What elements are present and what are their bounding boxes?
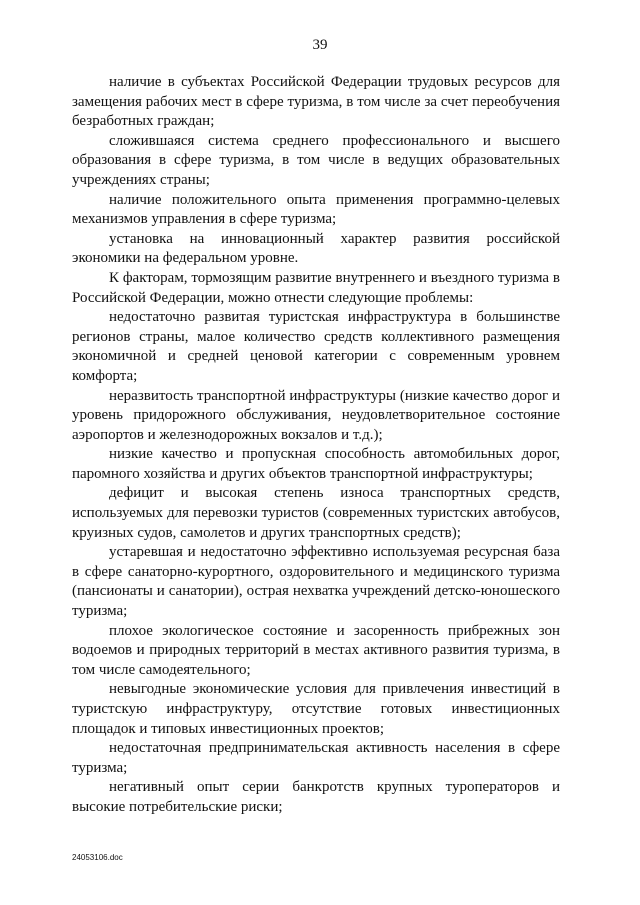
paragraph: негативный опыт серии банкротств крупных туроператоров и высокие потребительские риски; (72, 779, 560, 815)
page-number: 39 (312, 37, 328, 53)
paragraph: низкие качество и пропускная способность автомобильных дорог, паромного хозяйства и других объектов транспортной инфраструктуры; (72, 446, 560, 482)
paragraph: недостаточная предпринимательская активность населения в сфере туризма; (72, 740, 560, 776)
paragraph: плохое экологическое состояние и засоренность прибрежных зон водоемов и природных территорий в местах активного развития туризма, в том числе самодеятельного; (72, 622, 560, 678)
paragraph: К факторам, тормозящим развитие внутреннего и въездного туризма в Российской Федерации, можно отнести следующие проблемы: (72, 269, 560, 306)
paragraph: невыгодные экономические условия для привлечения инвестиций в туристскую инфраструктуру, отсутствие готовых инвестиционных площадок и типовых инвестиционных проектов; (72, 681, 560, 737)
paragraph: наличие положительного опыта применения программно-целевых механизмов управления в сфере туризма; (72, 191, 560, 228)
paragraph: сложившаяся система среднего профессионального и высшего образования в сфере туризма, в том числе в ведущих образовательных учреждениях страны; (72, 132, 560, 188)
footer-filename: 24053106.doc (72, 853, 123, 862)
paragraph: дефицит и высокая степень износа транспортных средств, используемых для перевозки туристов (современных туристских автобусов, круизных судов, самолетов и других транспортных средств); (72, 485, 560, 541)
paragraph: устаревшая и недостаточно эффективно используемая ресурсная база в сфере санаторно-курортного, оздоровительного и медицинского туризма (пансионаты и санатории), острая нехватка учреждений детско-юношеского туризма; (72, 544, 560, 620)
page-body (72, 73, 560, 818)
paragraph: установка на инновационный характер развития российской экономики на федеральном уровне. (72, 230, 560, 267)
paragraph: наличие в субъектах Российской Федерации трудовых ресурсов для замещения рабочих мест в сфере туризма, в том числе за счет переобучения безработных граждан; (72, 74, 560, 130)
paragraph: недостаточно развитая туристская инфраструктура в большинстве регионов страны, малое количество средств коллективного размещения экономичной и средней ценовой категории с современным уровнем комфорта; (72, 309, 560, 384)
paragraph: неразвитость транспортной инфраструктуры (низкие качество дорог и уровень придорожного обслуживания, неудовлетворительное состояние аэропортов и железнодорожных вокзалов и т.д.); (72, 387, 560, 443)
